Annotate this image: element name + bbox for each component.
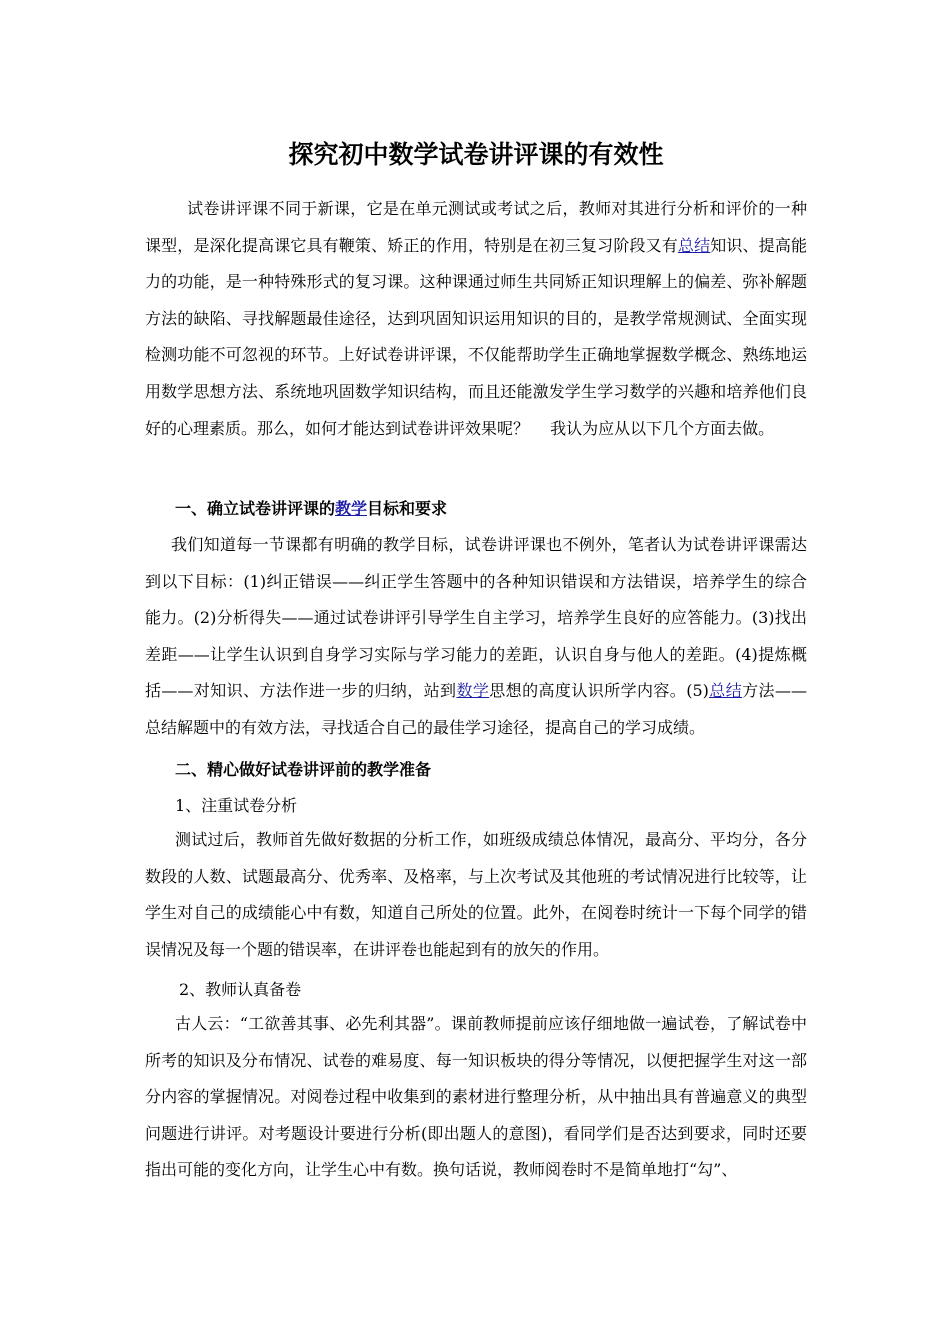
intro-paragraph — [145, 191, 807, 447]
intro-text-1: 试卷讲评课不同于新课，它是在单元测试或考试之后，教师对其进行分析和评价的一种课型，是深化提高课它具有鞭策、矫正的作用，特别是在初三复习阶段又有 — [145, 199, 807, 255]
section2-paragraph-2: 古人云：“工欲善其事、必先利其器”。课前教师提前应该仔细地做一遍试卷，了解试卷中所考的知识及分布情况、试卷的难易度、每一知识板块的得分等情况，以便把握学生对这一部分内容的掌握情况。对阅卷过程中收集到的素材进行整理分析，从中抽出具有普遍意义的典型问题进行讲评。对考题设计要进行分析(即出题人的意图)，看同学们是否达到要求，同时还要指出可能的变化方向，让学生心中有数。换句话说，教师阅卷时不是简单地打“勾”、 — [145, 1014, 807, 1180]
section2-heading: 二、精心做好试卷讲评前的教学准备 — [175, 760, 432, 779]
intro-text-2: 知识、提高能力的功能，是一种特殊形式的复习课。这种课通过师生共同矫正知识理解上的偏差、弥补解题方法的缺陷、寻找解题最佳途径，达到巩固知识运用知识的目的，是教学常规测试、全面实现检测功能不可忽视的环节。上好试卷讲评课，不仅能帮助学生正确地掌握数学概念、熟练地运用数学思想方法、系统地巩固数学知识结构，而且还能激发学生学习数学的兴趣和培养他们良好的心理素质。那么，如何才能达到试卷讲评效果呢？ 我认为应从以下几个方面去做。 — [145, 235, 807, 438]
section1-heading-text: 一、确立试卷讲评课的 — [175, 499, 336, 518]
section1-paragraph — [145, 527, 807, 747]
document-title: 探究初中数学试卷讲评课的有效性 — [288, 140, 664, 169]
section1-heading — [175, 497, 447, 521]
link-shuxue[interactable]: 数学 — [456, 681, 490, 701]
section2-subheading-1: 1、注重试卷分析 — [175, 796, 298, 815]
link-zongjie-2[interactable]: 总结 — [708, 681, 743, 701]
section2-paragraph-1: 测试过后，教师首先做好数据的分析工作，如班级成绩总体情况，最高分、平均分，各分数段的人数、试题最高分、优秀率、及格率，与上次考试及其他班的考试情况进行比较等，让学生对自己的成绩能心中有数，知道自己所处的位置。此外，在阅卷时统计一下每个同学的错误情况及每一个题的错误率，在讲评卷也能起到有的放矢的作用。 — [145, 830, 807, 959]
section2-subheading-2: 2、教师认真备卷 — [179, 980, 302, 999]
section1-text-2: 思想的高度认识所学内容。(5) — [489, 681, 709, 701]
link-jiaoxue[interactable]: 教学 — [335, 499, 368, 518]
section1-text-3: 方法——总结解题中的有效方法，寻找适合自己的最佳学习途径，提高自己的学习成绩。 — [145, 681, 807, 737]
section1-heading-text-2: 目标和要求 — [367, 499, 448, 518]
section1-text-1: 我们知道每一节课都有明确的教学目标，试卷讲评课也不例外，笔者认为试卷讲评课需达到以下目标：(1)纠正错误——纠正学生答题中的各种知识错误和方法错误，培养学生的综合能力。(2)分析得失——通过试卷讲评引导学生自主学习，培养学生良好的应答能力。(3)找出差距——让学生认识到自身学习实际与学习能力的差距，认识自身与他人的差距。(4)提炼概括——对知识、方法作进一步的归纳，站到 — [145, 535, 807, 701]
link-zongjie-1[interactable]: 总结 — [677, 235, 711, 255]
